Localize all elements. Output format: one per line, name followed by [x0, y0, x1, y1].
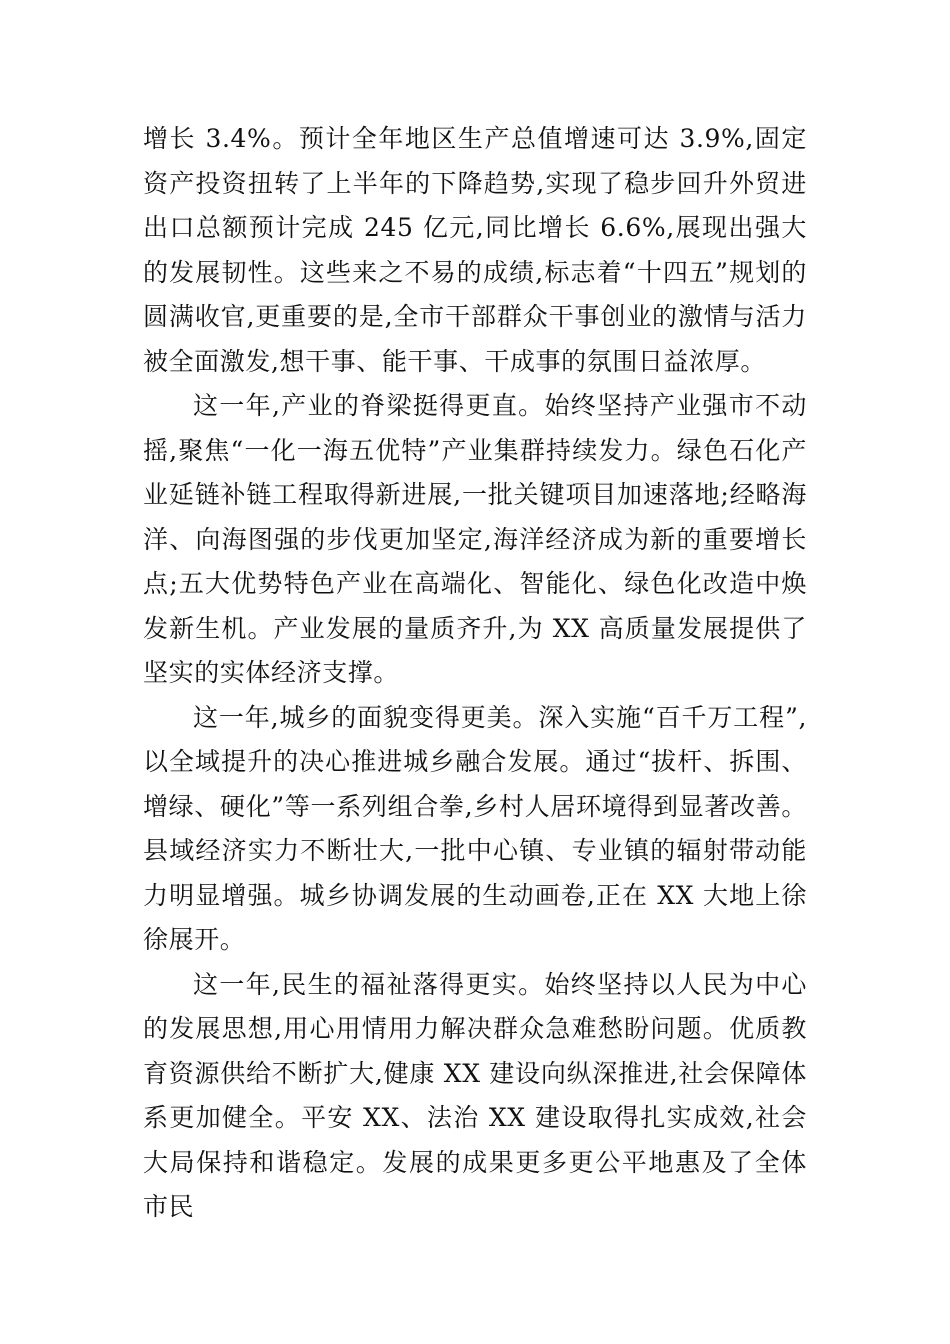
paragraph-industry: 这一年,产业的脊梁挺得更直。始终坚持产业强市不动摇,聚焦“一化一海五优特”产业集群持续发力。绿色石化产业延链补链工程取得新进展,一批关键项目加速落地;经略海洋、向海图强的步伐更加坚定,海洋经济成为新的重要增长点;五大优势特色产业在高端化、智能化、绿色化改造中焕发新生机。产业发展的量质齐升,为 XX 高质量发展提供了坚实的实体经济支撑。	[143, 391, 807, 687]
body-text	[143, 117, 807, 1230]
paragraph-livelihood: 这一年,民生的福祉落得更实。始终坚持以人民为中心的发展思想,用心用情用力解决群众急难愁盼问题。优质教育资源供给不断扩大,健康 XX 建设向纵深推进,社会保障体系更加健全。平安 XX、法治 XX 建设取得扎实成效,社会大局保持和谐稳定。发展的成果更多更公平地惠及了全体市民	[143, 969, 807, 1221]
paragraph-urban-rural: 这一年,城乡的面貌变得更美。深入实施“百千万工程”,以全域提升的决心推进城乡融合发展。通过“拔杆、拆围、增绿、硬化”等一系列组合拳,乡村人居环境得到显著改善。县域经济实力不断壮大,一批中心镇、专业镇的辐射带动能力明显增强。城乡协调发展的生动画卷,正在 XX 大地上徐徐展开。	[143, 702, 807, 954]
paragraph-continued: 增长 3.4%。预计全年地区生产总值增速可达 3.9%,固定资产投资扭转了上半年的下降趋势,实现了稳步回升外贸进出口总额预计完成 245 亿元,同比增长 6.6%,展现出强大的发展韧性。这些来之不易的成绩,标志着“十四五”规划的圆满收官,更重要的是,全市干部群众干事创业的激情与活力被全面激发,想干事、能干事、干成事的氛围日益浓厚。	[143, 124, 807, 376]
